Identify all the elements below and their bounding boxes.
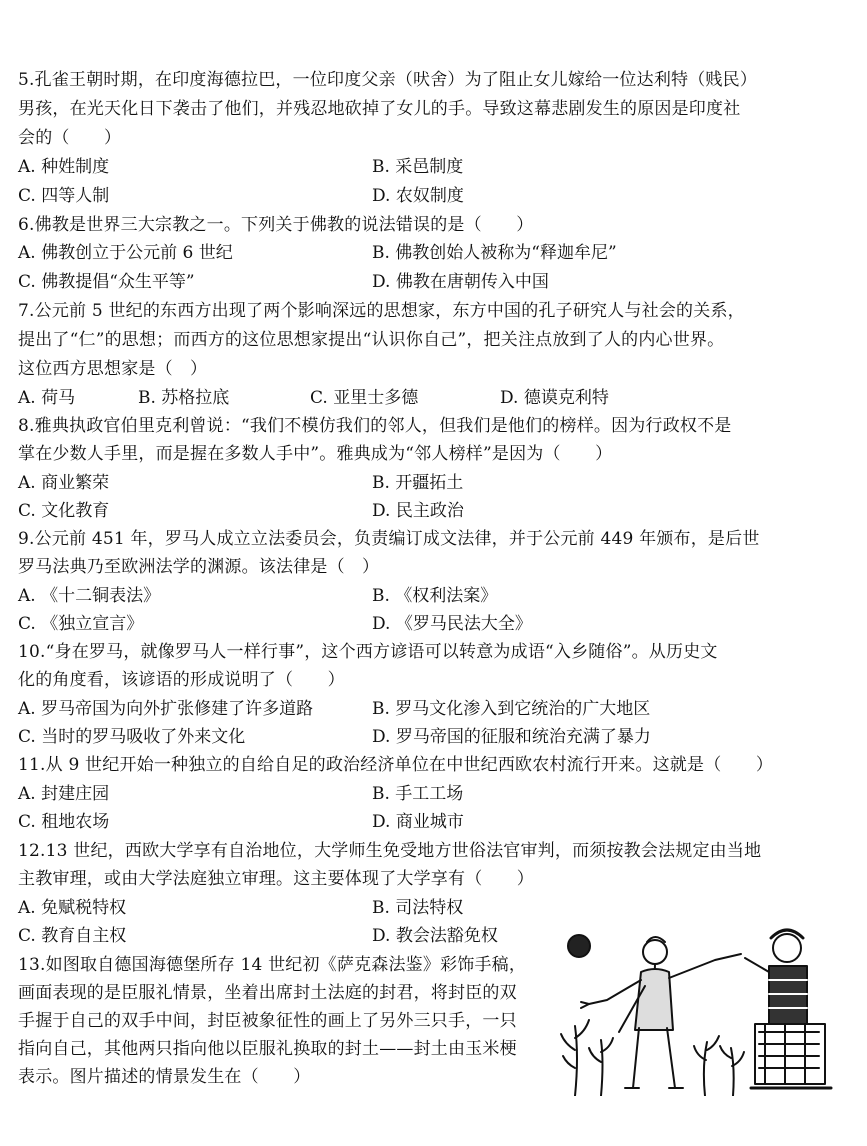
q5-stem-line-3: 会的（ ） [18,128,122,148]
q5-option-d: D. 农奴制度 [372,186,464,206]
q10-stem-line-2: 化的角度看，该谚语的形成说明了（ ） [18,670,345,690]
q12-option-a: A. 免赋税特权 [18,898,127,918]
q8-option-a: A. 商业繁荣 [18,473,110,493]
q13-stem-line-1: 13.如图取自德国海德堡所存 14 世纪初《萨克森法鉴》彩饰手稿， [18,955,527,975]
q9-option-a: A. 《十二铜表法》 [18,586,161,606]
q7-option-d: D. 德谟克利特 [500,388,609,408]
q11-option-c: C. 租地农场 [18,812,110,832]
q5-option-a: A. 种姓制度 [18,157,110,177]
q5-stem-line-2: 男孩，在光天化日下袭击了他们，并残忍地砍掉了女儿的手。导致这幕悲剧发生的原因是印度社 [18,99,741,119]
q10-option-c: C. 当时的罗马吸收了外来文化 [18,727,246,747]
manuscript-illustration-icon [555,920,840,1096]
q7-option-c: C. 亚里士多德 [310,388,419,408]
q9-option-d: D. 《罗马民法大全》 [372,614,532,634]
q9-option-b: B. 《权利法案》 [372,586,498,606]
q7-stem-line-2: 提出了“仁”的思想；而西方的这位思想家提出“认识你自己”，把关注点放到了人的内心世界。 [18,330,725,350]
q10-option-d: D. 罗马帝国的征服和统治充满了暴力 [372,727,651,747]
q11-option-a: A. 封建庄园 [18,784,110,804]
q11-stem-line-1: 11.从 9 世纪开始一种独立的自给自足的政治经济单位在中世纪西欧农村流行开来。这就是（ ） [18,755,774,775]
q11-option-d: D. 商业城市 [372,812,464,832]
q12-option-d: D. 教会法豁免权 [372,926,498,946]
q5-option-b: B. 采邑制度 [372,157,464,177]
q12-stem-line-1: 12.13 世纪，西欧大学享有自治地位，大学师生免受地方世俗法官审判，而须按教会法规定由当地 [18,841,762,861]
q10-option-a: A. 罗马帝国为向外扩张修建了许多道路 [18,699,314,719]
q6-option-c: C. 佛教提倡“众生平等” [18,272,195,292]
q8-option-c: C. 文化教育 [18,501,110,521]
q10-stem-line-1: 10.“身在罗马，就像罗马人一样行事”，这个西方谚语可以转意为成语“入乡随俗”。从历史文 [18,642,718,662]
q11-option-b: B. 手工工场 [372,784,464,804]
q5-option-c: C. 四等人制 [18,186,110,206]
q12-option-c: C. 教育自主权 [18,926,127,946]
q6-option-a: A. 佛教创立于公元前 6 世纪 [18,243,233,263]
q7-option-b: B. 苏格拉底 [138,388,230,408]
q7-stem-line-3: 这位西方思想家是（ ） [18,359,208,379]
q9-option-c: C. 《独立宣言》 [18,614,144,634]
q6-option-b: B. 佛教创始人被称为“释迦牟尼” [372,243,617,263]
q12-option-b: B. 司法特权 [372,898,464,918]
q8-option-d: D. 民主政治 [372,501,464,521]
q8-stem-line-1: 8.雅典执政官伯里克利曾说：“我们不模仿我们的邻人，但我们是他们的榜样。因为行政权不是 [18,416,732,436]
q10-option-b: B. 罗马文化渗入到它统治的广大地区 [372,699,651,719]
q8-option-b: B. 开疆拓土 [372,473,464,493]
q9-stem-line-2: 罗马法典乃至欧洲法学的渊源。该法律是（ ） [18,557,380,577]
q13-stem-line-2: 画面表现的是臣服礼情景，坐着出席封土法庭的封君，将封臣的双 [18,983,517,1003]
q6-stem-line-1: 6.佛教是世界三大宗教之一。下列关于佛教的说法错误的是（ ） [18,215,534,235]
q13-stem-line-3: 手握于自己的双手中间，封臣被象征性的画上了另外三只手，一只 [18,1011,517,1031]
q12-stem-line-2: 主教审理，或由大学法庭独立审理。这主要体现了大学享有（ ） [18,869,534,889]
q7-stem-line-1: 7.公元前 5 世纪的东西方出现了两个影响深远的思想家，东方中国的孔子研究人与社会的关系， [18,301,745,321]
q13-stem-line-5: 表示。图片描述的情景发生在（ ） [18,1067,311,1087]
q8-stem-line-2: 掌在少数人手里，而是握在多数人手中”。雅典成为“邻人榜样”是因为（ ） [18,444,613,464]
q6-option-d: D. 佛教在唐朝传入中国 [372,272,549,292]
q5-stem-line-1: 5.孔雀王朝时期，在印度海德拉巴，一位印度父亲（吠舍）为了阻止女儿嫁给一位达利特（贱民） [18,70,758,90]
q7-option-a: A. 荷马 [18,388,76,408]
q9-stem-line-1: 9.公元前 451 年，罗马人成立立法委员会，负责编订成文法律，并于公元前 449 年颁布，是后世 [18,529,760,549]
q13-stem-line-4: 指向自己，其他两只指向他以臣服礼换取的封土——封土由玉米梗 [18,1039,517,1059]
